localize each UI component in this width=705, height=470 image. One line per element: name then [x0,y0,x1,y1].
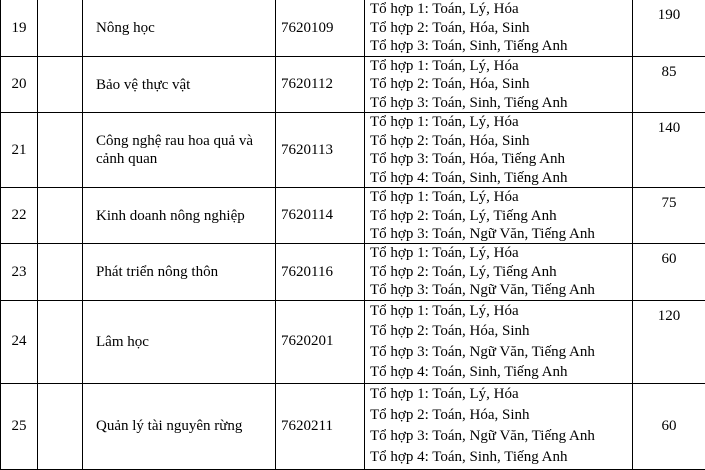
major-name: Bảo vệ thực vật [83,57,276,113]
combination-item: Tổ hợp 3: Toán, Sinh, Tiếng Anh [370,94,632,112]
combination-item: Tổ hợp 2: Toán, Hóa, Sinh [370,19,632,37]
quota: 190 [633,0,705,57]
table-row [1,300,705,383]
combination-item: Tổ hợp 1: Toán, Lý, Hóa [370,301,632,322]
empty-cell [38,0,83,57]
row-number: 23 [1,244,38,300]
combination-item: Tổ hợp 2: Toán, Hóa, Sinh [370,75,632,93]
row-number: 19 [1,0,38,57]
combination-item: Tổ hợp 1: Toán, Lý, Hóa [370,57,632,75]
quota: 75 [633,188,705,244]
subject-combinations [365,113,633,188]
combination-item: Tổ hợp 2: Toán, Hóa, Sinh [370,132,632,150]
combination-item: Tổ hợp 3: Toán, Ngữ Văn, Tiếng Anh [370,225,632,243]
major-name: Phát triển nông thôn [83,244,276,300]
subject-combinations [365,383,633,469]
table-row [1,383,705,469]
subject-combinations [365,188,633,244]
major-code: 7620114 [276,188,365,244]
quota: 120 [633,300,705,383]
combination-item: Tổ hợp 1: Toán, Lý, Hóa [370,384,632,405]
combination-item: Tổ hợp 1: Toán, Lý, Hóa [370,0,632,18]
major-code: 7620113 [276,113,365,188]
combination-item: Tổ hợp 3: Toán, Ngữ Văn, Tiếng Anh [370,342,632,363]
table-row [1,113,705,188]
subject-combinations [365,57,633,113]
table-row [1,57,705,113]
major-code: 7620112 [276,57,365,113]
row-number: 21 [1,113,38,188]
table-row [1,0,705,57]
row-number: 24 [1,300,38,383]
quota: 85 [633,57,705,113]
row-number: 25 [1,383,38,469]
major-code: 7620109 [276,0,365,57]
combination-item: Tổ hợp 4: Toán, Sinh, Tiếng Anh [370,362,632,383]
combination-item: Tổ hợp 1: Toán, Lý, Hóa [370,113,632,131]
row-number: 20 [1,57,38,113]
empty-cell [38,383,83,469]
table-row [1,188,705,244]
combination-item: Tổ hợp 3: Toán, Hóa, Tiếng Anh [370,150,632,168]
combination-item: Tổ hợp 2: Toán, Hóa, Sinh [370,321,632,342]
combination-item: Tổ hợp 2: Toán, Hóa, Sinh [370,405,632,426]
major-code: 7620211 [276,383,365,469]
empty-cell [38,300,83,383]
quota: 140 [633,113,705,188]
empty-cell [38,57,83,113]
empty-cell [38,244,83,300]
quota: 60 [633,244,705,300]
combination-item: Tổ hợp 4: Toán, Sinh, Tiếng Anh [370,447,632,468]
row-number: 22 [1,188,38,244]
major-name: Quản lý tài nguyên rừng [83,383,276,469]
table-row [1,244,705,300]
combination-item: Tổ hợp 1: Toán, Lý, Hóa [370,188,632,206]
major-code: 7620116 [276,244,365,300]
major-name: Lâm học [83,300,276,383]
combination-item: Tổ hợp 2: Toán, Lý, Tiếng Anh [370,207,632,225]
combination-item: Tổ hợp 4: Toán, Sinh, Tiếng Anh [370,169,632,187]
combination-item: Tổ hợp 2: Toán, Lý, Tiếng Anh [370,263,632,281]
quota: 60 [633,383,705,469]
major-name: Kinh doanh nông nghiệp [83,188,276,244]
combination-item: Tổ hợp 3: Toán, Ngữ Văn, Tiếng Anh [370,426,632,447]
subject-combinations [365,244,633,300]
major-name: Công nghệ rau hoa quả và cảnh quan [83,113,276,188]
empty-cell [38,113,83,188]
subject-combinations [365,0,633,57]
major-name: Nông học [83,0,276,57]
combination-item: Tổ hợp 3: Toán, Ngữ Văn, Tiếng Anh [370,281,632,299]
major-code: 7620201 [276,300,365,383]
subject-combinations [365,300,633,383]
combination-item: Tổ hợp 3: Toán, Sinh, Tiếng Anh [370,37,632,55]
empty-cell [38,188,83,244]
combination-item: Tổ hợp 1: Toán, Lý, Hóa [370,244,632,262]
